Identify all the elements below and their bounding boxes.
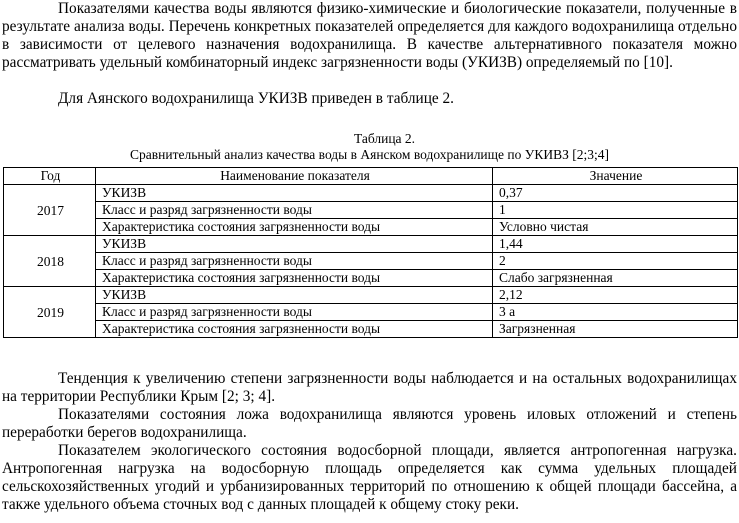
paragraph-anthropogenic-load: Показателем экологического состояния водосборной площади, является антропогенная нагрузка. Антропогенная нагрузка на водосборную площадь определяется как сумма удельных площадей сельскохозяйственных угодий и урбанизированных территорий по отношению к общей площади бассейна, а также удельного объема сточных вод с данных площадей к общему стоку реки. <box>2 442 737 513</box>
indicator-name-cell: Характеристика состояния загрязненности воды <box>96 219 493 236</box>
indicator-value-cell: 2,12 <box>493 287 738 304</box>
paragraph-table-reference: Для Аянского водохранилища УКИЗВ приведен в таблице 2. <box>58 90 455 107</box>
indicator-value-cell: Условно чистая <box>493 219 738 236</box>
header-year: Год <box>4 168 96 185</box>
indicator-value-cell: 2 <box>493 253 738 270</box>
indicator-name-cell: УКИЗВ <box>96 236 493 253</box>
table-row <box>4 304 738 321</box>
paragraph-water-quality-indicators: Показателями качества воды являются физико-химические и биологические показатели, полученные в результате анализа воды. Перечень конкретных показателей определяется для каждого водохранилища отдельно в зависимости от целевого назначения водохранилища. В качестве альтернативного показателя можно рассматривать удельный комбинаторный индекс загрязненности воды (УКИЗВ) определяемый по [10]. <box>2 0 737 71</box>
table-row <box>4 253 738 270</box>
year-cell: 2017 <box>4 185 96 236</box>
indicator-value-cell: 0,37 <box>493 185 738 202</box>
year-cell: 2018 <box>4 236 96 287</box>
table-header-row <box>4 168 738 185</box>
table-caption-title: Сравнительный анализ качества воды в Аянском водохранилище по УКИВЗ [2;3;4] <box>130 147 609 162</box>
table-row <box>4 219 738 236</box>
table-row <box>4 321 738 338</box>
indicator-name-cell: УКИЗВ <box>96 287 493 304</box>
indicator-name-cell: УКИЗВ <box>96 185 493 202</box>
indicator-name-cell: Характеристика состояния загрязненности воды <box>96 270 493 287</box>
indicator-name-cell: Характеристика состояния загрязненности воды <box>96 321 493 338</box>
paragraph-reservoir-bed-indicators: Показателями состояния ложа водохранилища являются уровень иловых отложений и степень переработки берегов водохранилища. <box>2 406 737 441</box>
indicator-value-cell: 1 <box>493 202 738 219</box>
indicator-name-cell: Класс и разряд загрязненности воды <box>96 304 493 321</box>
indicator-value-cell: Загрязненная <box>493 321 738 338</box>
indicator-value-cell: 1,44 <box>493 236 738 253</box>
table-row <box>4 202 738 219</box>
indicator-name-cell: Класс и разряд загрязненности воды <box>96 202 493 219</box>
table-row <box>4 287 738 304</box>
indicator-name-cell: Класс и разряд загрязненности воды <box>96 253 493 270</box>
table-row <box>4 236 738 253</box>
header-value: Значение <box>493 168 738 185</box>
table-row <box>4 270 738 287</box>
year-cell: 2019 <box>4 287 96 338</box>
table-caption-number: Таблица 2. <box>353 131 416 146</box>
header-indicator-name: Наименование показателя <box>96 168 493 185</box>
indicator-value-cell: 3 а <box>493 304 738 321</box>
water-quality-table <box>3 167 738 338</box>
indicator-value-cell: Слабо загрязненная <box>493 270 738 287</box>
table-row <box>4 185 738 202</box>
paragraph-pollution-trend: Тенденция к увеличению степени загрязненности воды наблюдается и на остальных водохранилищах на территории Республики Крым [2; 3; 4]. <box>2 370 737 405</box>
